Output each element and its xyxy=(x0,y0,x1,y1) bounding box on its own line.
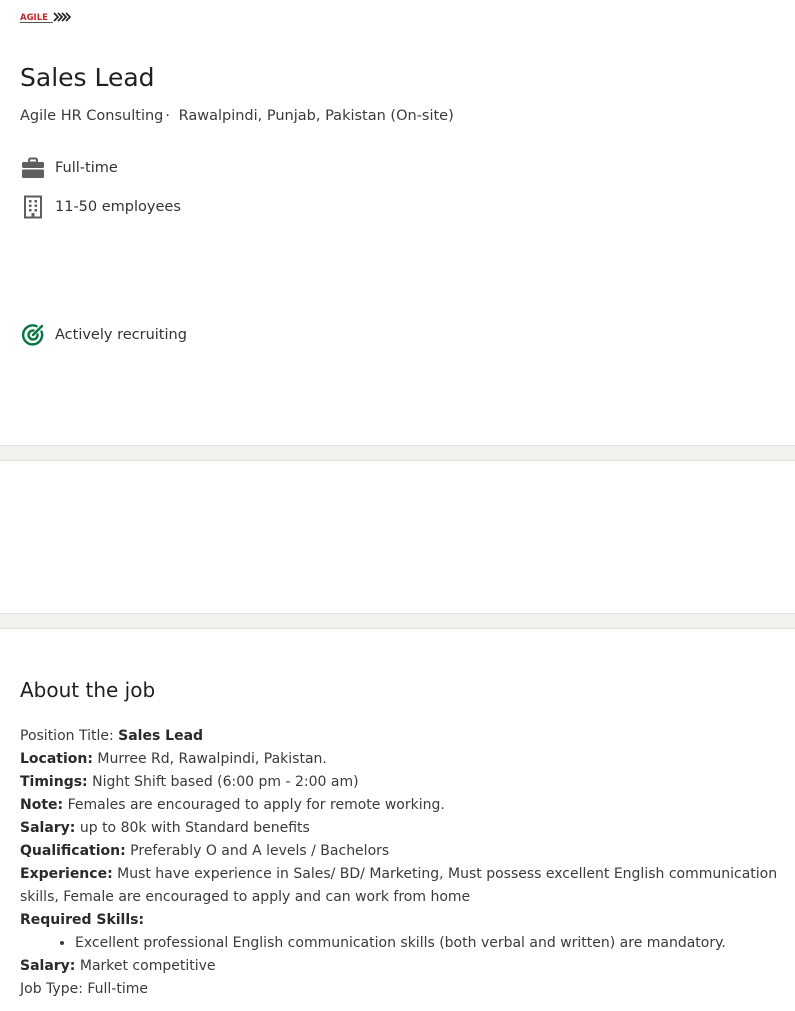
company-logo xyxy=(20,10,74,24)
description-line: Job Type: Full-time xyxy=(20,981,148,997)
description-line: Note: Females are encouraged to apply for remote working. xyxy=(20,797,445,813)
description-line: Position Title: Sales Lead xyxy=(20,728,204,744)
job-subtitle: Agile HR Consulting · Rawalpindi, Punjab, Pakistan (On-site) xyxy=(20,108,454,124)
list-item: • Excellent professional English communication skills (both verbal and written) are mandatory. xyxy=(75,932,790,955)
company-name[interactable]: Agile HR Consulting xyxy=(20,108,164,124)
description-line: Required Skills: xyxy=(20,912,145,928)
job-location: Rawalpindi, Punjab, Pakistan (On-site) xyxy=(178,108,454,124)
about-heading: About the job xyxy=(20,678,156,702)
target-icon xyxy=(20,322,46,348)
description-line: Timings: Night Shift based (6:00 pm - 2:00 am) xyxy=(20,774,359,790)
insight-employment-type xyxy=(20,155,118,181)
skills-list xyxy=(20,932,790,955)
description-line: Experience: Must have experience in Sales/ BD/ Marketing, Must possess excellent English communication skills, Female are encouraged to apply and can work from home xyxy=(20,866,778,905)
section-divider xyxy=(0,613,795,629)
insight-text: Actively recruiting xyxy=(55,327,187,343)
svg-text:AGILE: AGILE xyxy=(20,13,48,23)
description-line: Salary: up to 80k with Standard benefits xyxy=(20,820,310,836)
job-description xyxy=(20,725,790,1001)
job-title: Sales Lead xyxy=(20,63,155,92)
insight-company-size xyxy=(20,194,181,220)
description-line: Location: Murree Rd, Rawalpindi, Pakistan. xyxy=(20,751,327,767)
section-divider xyxy=(0,445,795,461)
description-line: Qualification: Preferably O and A levels / Bachelors xyxy=(20,843,390,859)
description-line: Salary: Market competitive xyxy=(20,958,216,974)
insight-text: 11-50 employees xyxy=(55,199,181,215)
insight-text: Full-time xyxy=(55,160,118,176)
insight-recruiting xyxy=(20,322,187,348)
briefcase-icon xyxy=(20,155,46,181)
building-icon xyxy=(20,194,46,220)
